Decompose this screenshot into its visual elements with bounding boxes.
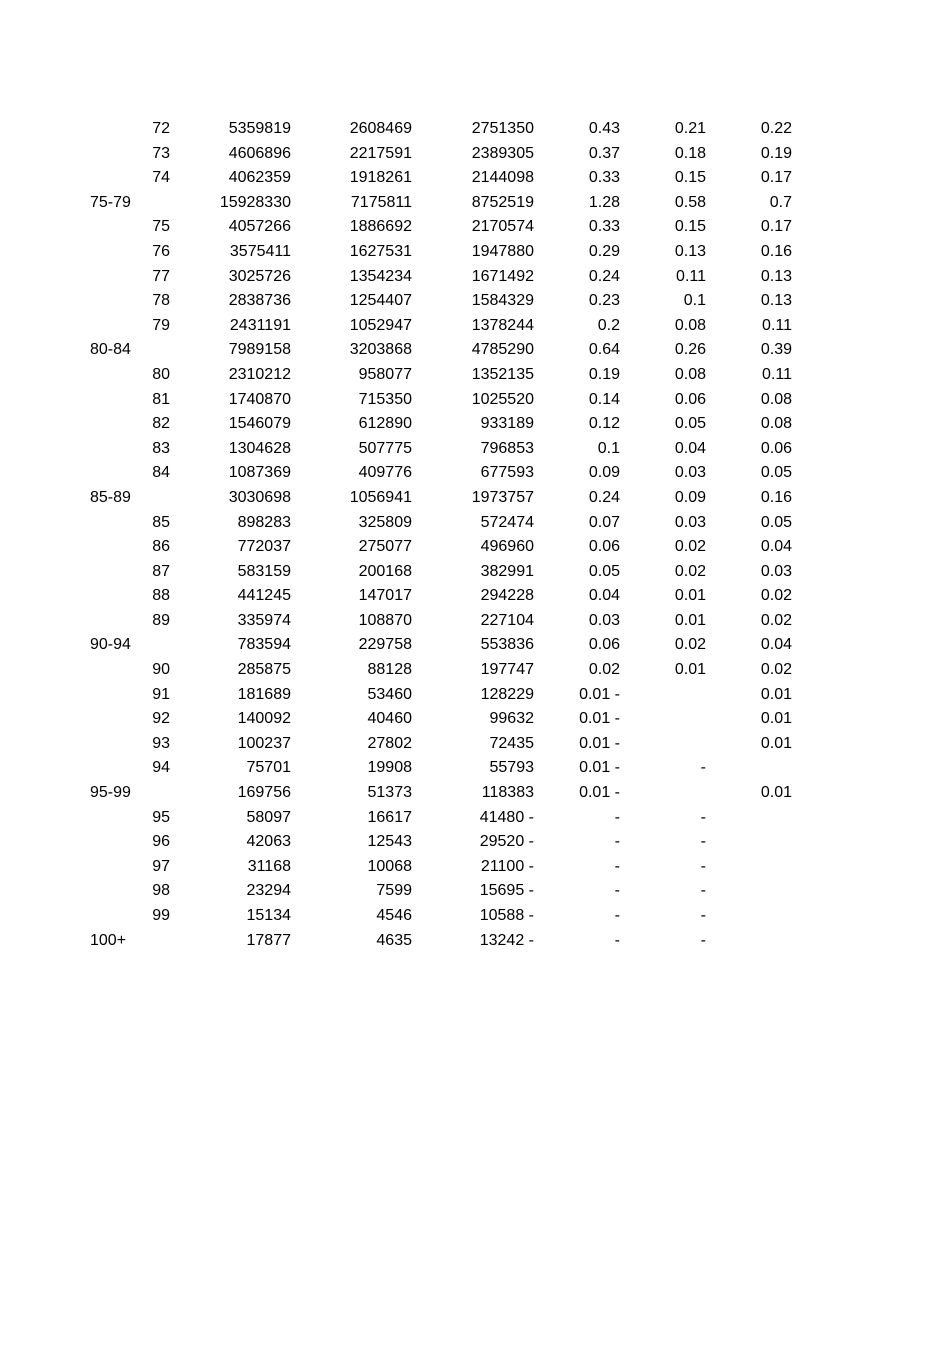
age-cell: 92 [152,710,170,728]
male-cell: 88128 [367,661,412,679]
male-cell: 40460 [367,710,412,728]
female-cell: 72435 [489,734,534,752]
percent-female-cell: 0.04 [760,538,792,556]
percent-female-cell: 0.7 [769,193,792,211]
percent-male-cell: 0.01 [674,587,706,605]
age-cell: 73 [152,144,170,162]
percent-male-cell: 0.58 [674,193,706,211]
age-group-label: 75-79 [90,193,131,211]
group-row [0,486,950,511]
percent-female-cell: 0.08 [760,390,792,408]
female-cell: 10588 - [479,907,534,924]
total-cell: 100237 [237,734,291,752]
percent-female-cell: 0.02 [760,611,792,629]
female-cell: 933189 [480,415,534,433]
male-cell: 507775 [358,439,412,457]
percent-female-cell: 0.02 [760,661,792,679]
male-cell: 200168 [358,562,412,580]
male-cell: 275077 [358,538,412,556]
total-cell: 1304628 [228,439,291,457]
percent-total-cell: 0.02 [588,661,620,679]
percent-male-cell: 0.11 [676,267,706,285]
table-row [0,363,950,388]
total-cell: 15134 [246,907,291,924]
total-cell: 1546079 [228,415,291,433]
percent-male-cell: 0.13 [674,242,706,260]
male-cell: 19908 [367,759,412,777]
male-cell: 27802 [367,734,412,752]
percent-male-cell: 0.21 [674,120,706,137]
female-cell: 796853 [480,439,534,457]
male-cell: 16617 [367,808,412,826]
table-row [0,707,950,732]
total-cell: 441245 [237,587,291,605]
percent-female-cell: 0.01 [760,734,792,752]
percent-male-cell: - [700,882,706,900]
percent-total-cell: 0.24 [588,488,620,506]
male-cell: 1056941 [349,488,412,506]
age-group-label: 95-99 [90,784,131,802]
percent-female-cell: 0.16 [760,242,792,260]
total-cell: 3030698 [228,488,291,506]
population-table [0,117,950,953]
female-cell: 1947880 [471,242,534,260]
table-row [0,511,950,536]
percent-total-cell: 0.64 [588,341,620,359]
percent-female-cell: 0.22 [760,120,792,137]
female-cell: 1025520 [471,390,534,408]
female-cell: 2389305 [471,144,534,162]
total-cell: 58097 [246,808,291,826]
percent-male-cell: 0.03 [674,513,706,531]
total-cell: 2310212 [228,365,291,383]
percent-total-cell: 0.33 [588,218,620,236]
percent-male-cell: 0.26 [674,341,706,359]
female-cell: 4785290 [471,341,534,359]
age-cell: 82 [152,415,170,433]
total-cell: 583159 [237,562,291,580]
total-cell: 4606896 [228,144,291,162]
age-cell: 81 [152,390,170,408]
age-cell: 86 [152,538,170,556]
male-cell: 10068 [367,857,412,875]
percent-female-cell: 0.17 [760,218,792,236]
percent-total-cell: 0.1 [597,439,620,457]
percent-female-cell: 0.16 [760,488,792,506]
female-cell: 8752519 [471,193,534,211]
male-cell: 409776 [358,464,412,482]
percent-total-cell: 0.07 [588,513,620,531]
male-cell: 108870 [358,611,412,629]
female-cell: 294228 [480,587,534,605]
total-cell: 75701 [246,759,291,777]
percent-female-cell: 0.11 [762,316,792,334]
percent-male-cell: 0.08 [674,316,706,334]
total-cell: 1087369 [228,464,291,482]
male-cell: 1627531 [349,242,412,260]
male-cell: 1354234 [349,267,412,285]
table-row [0,830,950,855]
age-group-label: 100+ [90,931,127,949]
age-cell: 83 [152,439,170,457]
percent-male-cell: 0.01 [674,611,706,629]
male-cell: 1886692 [349,218,412,236]
male-cell: 53460 [367,685,412,703]
male-cell: 147017 [358,587,412,605]
age-group-label: 80-84 [90,341,131,359]
female-cell: 13242 - [479,931,534,949]
male-cell: 4635 [376,931,412,949]
age-cell: 94 [152,759,170,777]
percent-male-cell: 0.18 [674,144,706,162]
total-cell: 2431191 [229,316,291,334]
percent-total-cell: 0.01 - [579,784,620,802]
percent-female-cell: 0.01 [760,685,792,703]
percent-male-cell: 0.06 [674,390,706,408]
percent-total-cell: 0.06 [588,636,620,654]
table-row [0,535,950,560]
table-row [0,437,950,462]
percent-total-cell: 0.33 [588,169,620,187]
percent-female-cell: 0.04 [760,636,792,654]
percent-total-cell: - [614,833,620,851]
total-cell: 7989158 [228,341,291,359]
age-cell: 75 [152,218,170,236]
total-cell: 335974 [237,611,291,629]
age-cell: 77 [152,267,170,285]
table-row [0,265,950,290]
age-cell: 79 [152,316,170,334]
female-cell: 553836 [480,636,534,654]
male-cell: 612890 [358,415,412,433]
table-row [0,117,950,142]
percent-total-cell: 0.2 [597,316,620,334]
female-cell: 1378244 [471,316,534,334]
table-row [0,166,950,191]
percent-male-cell: - [700,808,706,826]
percent-male-cell: 0.05 [674,415,706,433]
percent-female-cell: 0.19 [760,144,792,162]
table-row [0,658,950,683]
male-cell: 325809 [358,513,412,531]
table-row [0,240,950,265]
percent-total-cell: 0.23 [588,292,620,310]
total-cell: 772037 [237,538,291,556]
percent-male-cell: - [700,931,706,949]
percent-male-cell: 0.02 [674,538,706,556]
table-row [0,461,950,486]
female-cell: 1584329 [471,292,534,310]
percent-male-cell: 0.09 [674,488,706,506]
female-cell: 227104 [480,611,534,629]
percent-male-cell: - [700,833,706,851]
percent-total-cell: - [614,808,620,826]
group-row [0,191,950,216]
percent-female-cell: 0.06 [760,439,792,457]
percent-female-cell: 0.05 [760,464,792,482]
female-cell: 21100 - [480,857,534,875]
total-cell: 783594 [237,636,291,654]
age-cell: 90 [152,661,170,679]
total-cell: 17877 [246,931,291,949]
female-cell: 118383 [481,784,534,802]
male-cell: 7175811 [350,193,412,211]
total-cell: 285875 [237,661,291,679]
percent-male-cell: 0.08 [674,365,706,383]
percent-total-cell: - [614,857,620,875]
total-cell: 42063 [246,833,291,851]
female-cell: 55793 [489,759,534,777]
table-row [0,879,950,904]
table-row [0,560,950,585]
age-cell: 78 [152,292,170,310]
percent-male-cell: 0.02 [674,636,706,654]
male-cell: 3203868 [349,341,412,359]
total-cell: 898283 [237,513,291,531]
percent-total-cell: 0.01 - [579,734,620,752]
total-cell: 181689 [237,685,291,703]
female-cell: 99632 [489,710,534,728]
percent-total-cell: 0.05 [588,562,620,580]
age-cell: 85 [152,513,170,531]
percent-male-cell: 0.15 [674,169,706,187]
percent-total-cell: 0.04 [588,587,620,605]
group-row [0,781,950,806]
table-row [0,142,950,167]
percent-total-cell: 0.01 - [579,710,620,728]
percent-male-cell: 0.04 [674,439,706,457]
female-cell: 677593 [480,464,534,482]
total-cell: 2838736 [228,292,291,310]
female-cell: 2144098 [471,169,534,187]
table-row [0,732,950,757]
percent-female-cell: 0.05 [760,513,792,531]
female-cell: 2170574 [471,218,534,236]
percent-total-cell: 0.12 [588,415,620,433]
age-cell: 89 [152,611,170,629]
percent-male-cell: - [700,907,706,924]
age-cell: 88 [152,587,170,605]
male-cell: 2608469 [349,120,412,137]
female-cell: 29520 - [479,833,534,851]
percent-female-cell: 0.02 [760,587,792,605]
male-cell: 12543 [367,833,412,851]
age-group-label: 85-89 [90,488,131,506]
age-cell: 76 [152,242,170,260]
percent-total-cell: - [614,907,620,924]
percent-total-cell: 0.14 [588,390,620,408]
percent-female-cell: 0.03 [760,562,792,580]
percent-total-cell: - [614,931,620,949]
percent-total-cell: 0.09 [588,464,620,482]
total-cell: 15928330 [219,193,291,211]
female-cell: 572474 [480,513,534,531]
male-cell: 51373 [367,784,412,802]
percent-female-cell: 0.13 [760,292,792,310]
male-cell: 1254407 [349,292,412,310]
total-cell: 4057266 [228,218,291,236]
percent-total-cell: - [614,882,620,900]
table-row [0,388,950,413]
table-row [0,314,950,339]
group-row [0,338,950,363]
male-cell: 958077 [358,365,412,383]
male-cell: 229758 [358,636,412,654]
percent-female-cell: 0.39 [760,341,792,359]
age-cell: 74 [152,169,170,187]
age-cell: 72 [152,120,170,137]
age-cell: 93 [152,734,170,752]
male-cell: 1918261 [349,169,412,187]
total-cell: 140092 [237,710,291,728]
table-row [0,683,950,708]
percent-total-cell: 0.37 [588,144,620,162]
male-cell: 1052947 [349,316,412,334]
table-row [0,756,950,781]
total-cell: 3025726 [228,267,291,285]
age-cell: 95 [152,808,170,826]
group-row [0,929,950,954]
female-cell: 1973757 [471,488,534,506]
percent-total-cell: 0.01 - [579,685,620,703]
percent-male-cell: - [700,759,706,777]
female-cell: 1352135 [471,365,534,383]
male-cell: 715350 [358,390,412,408]
female-cell: 41480 - [479,808,534,826]
female-cell: 197747 [480,661,534,679]
percent-total-cell: 0.19 [588,365,620,383]
male-cell: 4546 [376,907,412,924]
table-row [0,904,950,929]
percent-male-cell: 0.02 [674,562,706,580]
total-cell: 23294 [246,882,291,900]
percent-male-cell: 0.03 [674,464,706,482]
age-group-label: 90-94 [90,636,131,654]
age-cell: 84 [152,464,170,482]
female-cell: 2751350 [471,120,534,137]
percent-total-cell: 0.29 [588,242,620,260]
female-cell: 15695 - [479,882,534,900]
female-cell: 496960 [480,538,534,556]
age-cell: 96 [152,833,170,851]
age-cell: 99 [152,907,170,924]
female-cell: 1671492 [471,267,534,285]
percent-total-cell: 0.03 [588,611,620,629]
percent-female-cell: 0.17 [760,169,792,187]
table-row [0,855,950,880]
percent-male-cell: - [700,857,706,875]
percent-total-cell: 0.43 [588,120,620,137]
table-row [0,215,950,240]
total-cell: 5359819 [228,120,291,137]
total-cell: 3575411 [229,242,291,260]
percent-female-cell: 0.11 [762,365,792,383]
female-cell: 382991 [480,562,534,580]
percent-female-cell: 0.13 [760,267,792,285]
percent-female-cell: 0.01 [760,784,792,802]
table-row [0,289,950,314]
percent-total-cell: 1.28 [588,193,620,211]
table-row [0,609,950,634]
total-cell: 4062359 [228,169,291,187]
percent-male-cell: 0.01 [674,661,706,679]
age-cell: 80 [152,365,170,383]
male-cell: 7599 [376,882,412,900]
age-cell: 87 [152,562,170,580]
percent-female-cell: 0.01 [760,710,792,728]
female-cell: 128229 [480,685,534,703]
percent-male-cell: 0.1 [683,292,706,310]
table-row [0,584,950,609]
age-cell: 91 [152,685,170,703]
table-row [0,412,950,437]
percent-total-cell: 0.01 - [579,759,620,777]
total-cell: 31168 [247,857,291,875]
total-cell: 169756 [237,784,291,802]
total-cell: 1740870 [228,390,291,408]
male-cell: 2217591 [349,144,412,162]
age-cell: 98 [152,882,170,900]
percent-total-cell: 0.24 [588,267,620,285]
group-row [0,633,950,658]
table-row [0,806,950,831]
percent-total-cell: 0.06 [588,538,620,556]
percent-female-cell: 0.08 [760,415,792,433]
age-cell: 97 [152,857,170,875]
percent-male-cell: 0.15 [674,218,706,236]
